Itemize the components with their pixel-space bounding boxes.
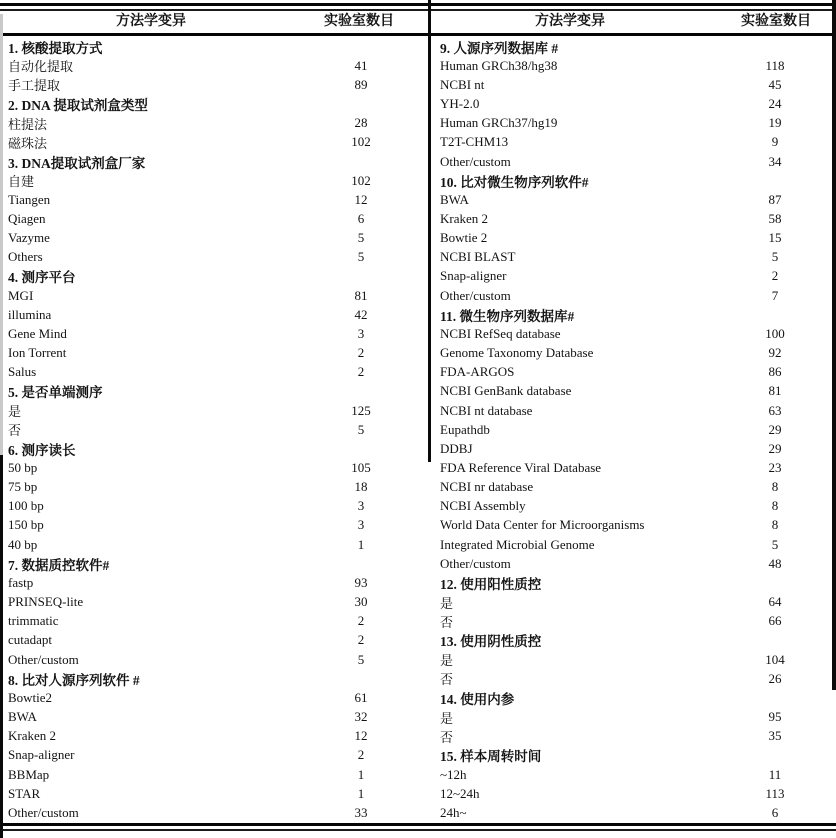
row-label: STAR bbox=[8, 785, 41, 801]
row-value: 2 bbox=[357, 345, 365, 361]
table-row bbox=[420, 190, 834, 209]
section-header-row bbox=[420, 37, 834, 56]
row-label: NCBI BLAST bbox=[440, 249, 516, 265]
row-label: 75 bp bbox=[8, 479, 38, 495]
section-header-row bbox=[2, 94, 418, 113]
row-value: 30 bbox=[354, 594, 368, 610]
row-label: Bowtie 2 bbox=[440, 230, 488, 246]
row-label: BWA bbox=[8, 709, 37, 725]
row-label: MGI bbox=[8, 287, 34, 303]
row-value: 28 bbox=[354, 115, 368, 131]
table-row bbox=[2, 420, 418, 439]
section-header-row bbox=[420, 631, 834, 650]
row-value: 15 bbox=[768, 230, 782, 246]
row-value: 2 bbox=[357, 364, 365, 380]
row-label: 手工提取 bbox=[8, 78, 61, 94]
table-row bbox=[2, 478, 418, 497]
row-label: 6. 测序读长 bbox=[8, 442, 76, 458]
table-row bbox=[420, 669, 834, 688]
table-row bbox=[420, 133, 834, 152]
row-label: Other/custom bbox=[8, 804, 79, 820]
row-label: Snap-aligner bbox=[440, 268, 507, 284]
row-value: 1 bbox=[357, 785, 365, 801]
row-label: YH-2.0 bbox=[440, 96, 480, 112]
row-label: 12. 使用阳性质控 bbox=[440, 576, 542, 592]
row-value: 63 bbox=[768, 402, 782, 418]
table-bottom-rule bbox=[0, 823, 836, 826]
row-value: 41 bbox=[354, 57, 368, 73]
header-count-right: 实验室数目 bbox=[741, 14, 811, 29]
row-label: trimmatic bbox=[8, 613, 59, 629]
row-value: 23 bbox=[768, 460, 782, 476]
table-row bbox=[420, 267, 834, 286]
row-label: 5. 是否单端测序 bbox=[8, 385, 103, 401]
table-row bbox=[420, 363, 834, 382]
table-row bbox=[420, 727, 834, 746]
row-label: 50 bp bbox=[8, 460, 38, 476]
table-row bbox=[2, 209, 418, 228]
row-label: FDA Reference Viral Database bbox=[440, 460, 602, 476]
row-label: Gene Mind bbox=[8, 325, 67, 341]
row-label: Integrated Microbial Genome bbox=[440, 536, 595, 552]
table-row bbox=[420, 612, 834, 631]
row-value: 113 bbox=[765, 785, 785, 801]
row-value: 42 bbox=[354, 306, 368, 322]
section-header-row bbox=[2, 382, 418, 401]
row-label: World Data Center for Microorganisms bbox=[440, 517, 645, 533]
row-value: 5 bbox=[771, 249, 779, 265]
row-value: 102 bbox=[351, 134, 371, 150]
table-row bbox=[420, 593, 834, 612]
table-row bbox=[420, 497, 834, 516]
row-label: cutadapt bbox=[8, 632, 53, 648]
row-value: 5 bbox=[771, 536, 779, 552]
table-row bbox=[2, 344, 418, 363]
table-row bbox=[420, 516, 834, 535]
table-row bbox=[420, 114, 834, 133]
row-label: fastp bbox=[8, 574, 34, 590]
table-header-rule bbox=[0, 33, 836, 36]
header-method-right: 方法学变异 bbox=[535, 14, 605, 29]
table-bottom-rule-echo bbox=[0, 829, 836, 831]
row-label: 8. 比对人源序列软件 # bbox=[8, 672, 140, 688]
table-row bbox=[420, 401, 834, 420]
table-row bbox=[420, 439, 834, 458]
row-value: 19 bbox=[768, 115, 782, 131]
row-value: 35 bbox=[768, 728, 782, 744]
row-label: Ion Torrent bbox=[8, 345, 67, 361]
row-label: 是 bbox=[440, 653, 454, 669]
section-header-row bbox=[2, 37, 418, 56]
table-row bbox=[420, 420, 834, 439]
table-row bbox=[2, 458, 418, 477]
row-value: 104 bbox=[765, 651, 785, 667]
table-row bbox=[420, 382, 834, 401]
table-row bbox=[420, 209, 834, 228]
table-row bbox=[420, 229, 834, 248]
table-row bbox=[2, 190, 418, 209]
row-value: 29 bbox=[768, 421, 782, 437]
section-header-row bbox=[2, 554, 418, 573]
row-value: 48 bbox=[768, 555, 782, 571]
row-value: 11 bbox=[768, 766, 782, 782]
table-row bbox=[2, 650, 418, 669]
row-label: 1. 核酸提取方式 bbox=[8, 40, 103, 56]
row-label: Salus bbox=[8, 364, 37, 380]
table-row bbox=[420, 650, 834, 669]
table-row bbox=[420, 75, 834, 94]
row-value: 3 bbox=[357, 498, 365, 514]
row-label: PRINSEQ-lite bbox=[8, 594, 84, 610]
row-label: Human GRCh37/hg19 bbox=[440, 115, 558, 131]
row-label: 40 bp bbox=[8, 536, 38, 552]
table-top-rule-echo bbox=[0, 9, 836, 11]
table-row bbox=[420, 765, 834, 784]
row-value: 24 bbox=[768, 96, 782, 112]
row-value: 1 bbox=[357, 536, 365, 552]
row-value: 3 bbox=[357, 325, 365, 341]
row-label: NCBI RefSeq database bbox=[440, 325, 561, 341]
table-row bbox=[420, 286, 834, 305]
header-method-left: 方法学变异 bbox=[116, 14, 186, 29]
table-row bbox=[2, 56, 418, 75]
row-label: Other/custom bbox=[440, 153, 511, 169]
row-value: 8 bbox=[771, 517, 779, 533]
row-label: 3. DNA提取试剂盒厂家 bbox=[8, 155, 146, 171]
table-row bbox=[2, 324, 418, 343]
table-row bbox=[2, 248, 418, 267]
row-label: 自建 bbox=[8, 174, 35, 190]
row-value: 12 bbox=[354, 191, 368, 207]
table-row bbox=[420, 56, 834, 75]
row-label: DDBJ bbox=[440, 440, 473, 456]
row-label: NCBI nt database bbox=[440, 402, 533, 418]
row-value: 92 bbox=[768, 345, 782, 361]
row-label: Qiagen bbox=[8, 210, 46, 226]
row-value: 6 bbox=[771, 804, 779, 820]
row-label: NCBI GenBank database bbox=[440, 383, 572, 399]
row-label: 10. 比对微生物序列软件# bbox=[440, 174, 589, 190]
table-row bbox=[420, 324, 834, 343]
row-label: 100 bp bbox=[8, 498, 44, 514]
row-label: 否 bbox=[440, 729, 454, 745]
row-value: 86 bbox=[768, 364, 782, 380]
row-value: 6 bbox=[357, 210, 365, 226]
row-value: 26 bbox=[768, 670, 782, 686]
row-label: Human GRCh38/hg38 bbox=[440, 57, 558, 73]
row-value: 95 bbox=[768, 709, 782, 725]
row-label: Genome Taxonomy Database bbox=[440, 345, 594, 361]
table-row bbox=[2, 631, 418, 650]
table-right-half bbox=[420, 37, 834, 822]
row-label: Vazyme bbox=[8, 230, 50, 246]
table-row bbox=[2, 516, 418, 535]
table-row bbox=[2, 765, 418, 784]
table-row bbox=[420, 458, 834, 477]
table-row bbox=[2, 363, 418, 382]
table-row bbox=[2, 401, 418, 420]
table-row bbox=[420, 344, 834, 363]
row-label: Others bbox=[8, 249, 43, 265]
header-count-left: 实验室数目 bbox=[324, 14, 394, 29]
table-row bbox=[2, 229, 418, 248]
row-label: Bowtie2 bbox=[8, 689, 53, 705]
row-value: 45 bbox=[768, 76, 782, 92]
table-row bbox=[2, 784, 418, 803]
row-label: NCBI Assembly bbox=[440, 498, 526, 514]
row-label: 否 bbox=[8, 423, 22, 439]
row-label: 11. 微生物序列数据库# bbox=[440, 308, 575, 324]
row-value: 29 bbox=[768, 440, 782, 456]
table-row bbox=[2, 746, 418, 765]
section-header-row bbox=[2, 439, 418, 458]
row-label: 150 bp bbox=[8, 517, 44, 533]
row-label: 是 bbox=[440, 595, 454, 611]
table-row bbox=[2, 573, 418, 592]
table-row bbox=[420, 152, 834, 171]
row-value: 5 bbox=[357, 230, 365, 246]
table-row bbox=[2, 497, 418, 516]
table-row bbox=[2, 133, 418, 152]
row-value: 100 bbox=[765, 325, 785, 341]
row-label: Other/custom bbox=[8, 651, 79, 667]
row-label: FDA-ARGOS bbox=[440, 364, 515, 380]
row-value: 64 bbox=[768, 594, 782, 610]
row-value: 58 bbox=[768, 210, 782, 226]
table-row bbox=[2, 171, 418, 190]
table-row bbox=[2, 305, 418, 324]
row-value: 89 bbox=[354, 76, 368, 92]
row-value: 61 bbox=[354, 689, 368, 705]
row-label: BBMap bbox=[8, 766, 50, 782]
row-label: 否 bbox=[440, 614, 454, 630]
row-label: Other/custom bbox=[440, 555, 511, 571]
table-row bbox=[420, 478, 834, 497]
row-value: 5 bbox=[357, 249, 365, 265]
table-row bbox=[2, 593, 418, 612]
row-value: 1 bbox=[357, 766, 365, 782]
section-header-row bbox=[420, 688, 834, 707]
table-row bbox=[420, 94, 834, 113]
table-row bbox=[2, 688, 418, 707]
row-value: 33 bbox=[354, 804, 368, 820]
row-value: 3 bbox=[357, 517, 365, 533]
row-value: 9 bbox=[771, 134, 779, 150]
row-label: 4. 测序平台 bbox=[8, 270, 76, 286]
section-header-row bbox=[420, 746, 834, 765]
table-row bbox=[420, 535, 834, 554]
row-label: Kraken 2 bbox=[8, 728, 57, 744]
row-value: 2 bbox=[357, 613, 365, 629]
section-header-row bbox=[420, 573, 834, 592]
table-row bbox=[2, 707, 418, 726]
row-label: BWA bbox=[440, 191, 469, 207]
row-label: 14. 使用内参 bbox=[440, 691, 515, 707]
row-label: NCBI nt bbox=[440, 76, 485, 92]
row-value: 2 bbox=[357, 632, 365, 648]
table-row bbox=[2, 727, 418, 746]
row-value: 34 bbox=[768, 153, 782, 169]
row-value: 2 bbox=[357, 747, 365, 763]
table-row bbox=[420, 707, 834, 726]
row-value: 12 bbox=[354, 728, 368, 744]
row-label: 7. 数据质控软件# bbox=[8, 557, 110, 573]
row-value: 5 bbox=[357, 421, 365, 437]
row-label: NCBI nr database bbox=[440, 479, 534, 495]
row-label: 9. 人源序列数据库 # bbox=[440, 40, 559, 56]
row-label: Kraken 2 bbox=[440, 210, 489, 226]
row-label: 15. 样本周转时间 bbox=[440, 749, 542, 765]
table-row bbox=[2, 803, 418, 822]
section-header-row bbox=[2, 669, 418, 688]
table-row bbox=[2, 114, 418, 133]
row-value: 7 bbox=[771, 287, 779, 303]
section-header-row bbox=[420, 171, 834, 190]
table-row bbox=[2, 75, 418, 94]
row-label: Eupathdb bbox=[440, 421, 490, 437]
row-label: 磁珠法 bbox=[8, 135, 48, 151]
row-label: illumina bbox=[8, 306, 52, 322]
row-value: 81 bbox=[354, 287, 368, 303]
row-label: 2. DNA 提取试剂盒类型 bbox=[8, 98, 148, 114]
row-label: T2T-CHM13 bbox=[440, 134, 509, 150]
row-value: 8 bbox=[771, 479, 779, 495]
table-row bbox=[2, 535, 418, 554]
row-label: 是 bbox=[440, 710, 454, 726]
row-value: 102 bbox=[351, 172, 371, 188]
row-label: 自动化提取 bbox=[8, 59, 74, 75]
section-header-row bbox=[2, 267, 418, 286]
row-value: 32 bbox=[354, 709, 368, 725]
section-header-row bbox=[420, 305, 834, 324]
table-row bbox=[420, 784, 834, 803]
row-value: 93 bbox=[354, 574, 368, 590]
row-value: 118 bbox=[765, 57, 785, 73]
row-label: Other/custom bbox=[440, 287, 511, 303]
row-value: 66 bbox=[768, 613, 782, 629]
row-value: 18 bbox=[354, 479, 368, 495]
row-label: 24h~ bbox=[440, 804, 467, 820]
section-header-row bbox=[2, 152, 418, 171]
table-row bbox=[2, 286, 418, 305]
table-row bbox=[420, 248, 834, 267]
row-value: 125 bbox=[351, 402, 371, 418]
table-top-rule bbox=[0, 3, 836, 6]
row-value: 87 bbox=[768, 191, 782, 207]
row-label: Tiangen bbox=[8, 191, 51, 207]
row-label: ~12h bbox=[440, 766, 467, 782]
row-value: 5 bbox=[357, 651, 365, 667]
table-row bbox=[420, 803, 834, 822]
row-label: 柱提法 bbox=[8, 116, 48, 132]
row-label: Snap-aligner bbox=[8, 747, 75, 763]
row-label: 13. 使用阴性质控 bbox=[440, 634, 542, 650]
table-row bbox=[420, 554, 834, 573]
row-label: 是 bbox=[8, 404, 22, 420]
row-label: 12~24h bbox=[440, 785, 480, 801]
row-value: 81 bbox=[768, 383, 782, 399]
row-value: 105 bbox=[351, 460, 371, 476]
row-value: 8 bbox=[771, 498, 779, 514]
row-value: 2 bbox=[771, 268, 779, 284]
row-label: 否 bbox=[440, 672, 454, 688]
table-row bbox=[2, 612, 418, 631]
table-left-half bbox=[2, 37, 418, 822]
